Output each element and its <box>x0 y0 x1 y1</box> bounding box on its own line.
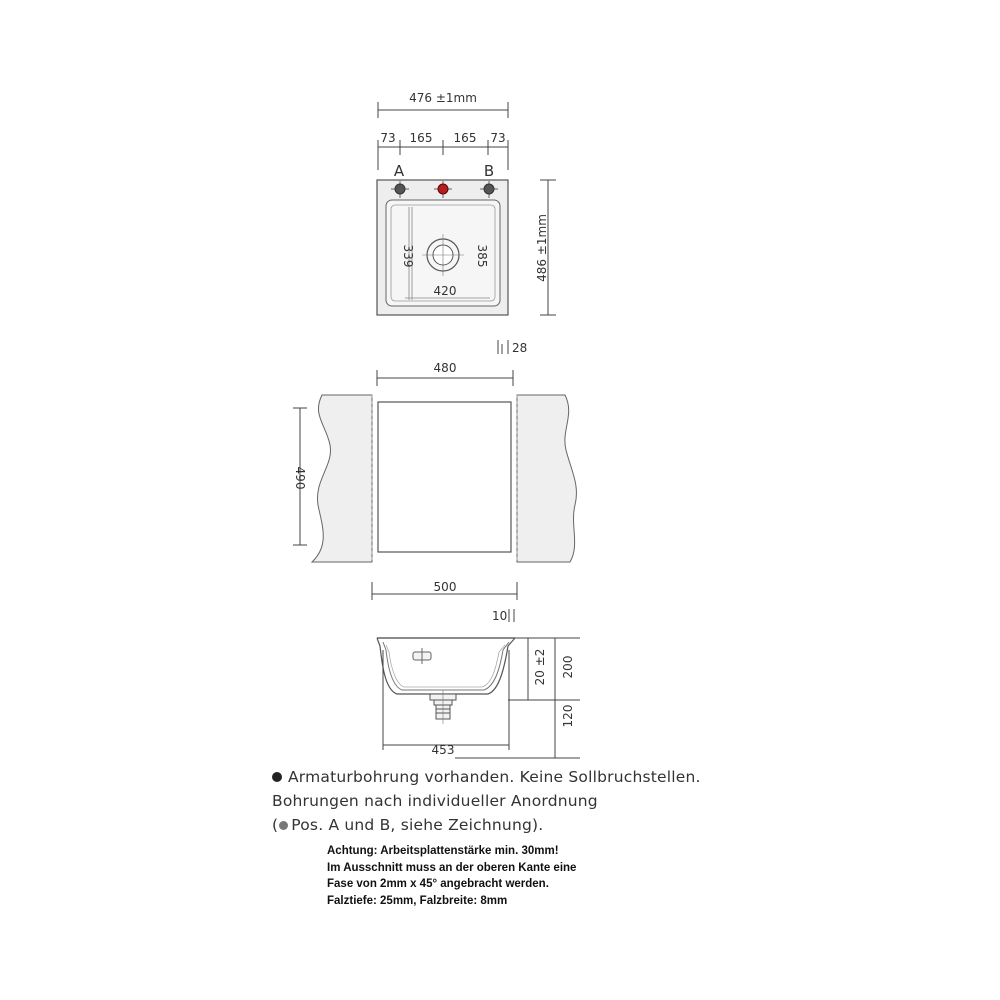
tap-hole-b-icon <box>484 184 494 194</box>
notes-block <box>272 765 832 837</box>
note-line-3 <box>272 813 832 837</box>
pos-a-label: A <box>393 162 405 180</box>
offset-label-4: 73 <box>490 131 506 145</box>
tap-hole-a-icon <box>395 184 405 194</box>
rim-tolerance-label: 20 ±2 <box>533 648 547 686</box>
warning-line-4: Falztiefe: 25mm, Falzbreite: 8mm <box>327 894 508 907</box>
note-line-3-text: Pos. A und B, siehe Zeichnung). <box>291 816 544 834</box>
warning-line-3: Fase von 2mm x 45° angebracht werden. <box>327 878 549 890</box>
bottom-width-label: 453 <box>431 743 455 757</box>
note-line-1-text: Armaturbohrung vorhanden. Keine Sollbruchstellen. <box>288 768 701 786</box>
warning-line-2: Im Ausschnitt muss an der oberen Kante eine <box>327 861 577 874</box>
worktop-left <box>312 395 372 562</box>
grey-dot-icon <box>279 821 288 830</box>
cut-width-label: 480 <box>433 361 457 375</box>
bowl-depth-label: 339 <box>401 244 415 268</box>
overall-depth-label: 486 ±1mm <box>535 214 549 282</box>
section-view-labels <box>432 609 575 757</box>
note-line-3-open: ( <box>272 816 279 834</box>
basin-outer-profile <box>377 638 515 694</box>
section-view <box>377 609 580 758</box>
offset-label-3: 165 <box>453 131 477 145</box>
note-line-2: Bohrungen nach individueller Anordnung <box>272 792 598 810</box>
warning-line-1: Achtung: Arbeitsplattenstärke min. 30mm! <box>327 845 559 857</box>
cutout-view <box>293 370 576 600</box>
depth-total-label: 200 <box>561 655 575 679</box>
offset-label-1: 73 <box>380 131 396 145</box>
cut-depth-label: 490 <box>293 466 307 490</box>
bowl-depth-right-label: 385 <box>475 244 489 268</box>
cutout-rect <box>378 402 511 552</box>
offset-label-2: 165 <box>409 131 433 145</box>
note-line-1 <box>272 765 832 789</box>
pos-b-label: B <box>483 162 495 180</box>
bullet-dot-icon <box>272 772 282 782</box>
basin-inner-profile <box>383 642 509 690</box>
drain-depth-label: 120 <box>561 704 575 728</box>
worktop-right <box>517 395 576 562</box>
warning-block <box>327 843 707 909</box>
tap-hole-center-icon <box>438 184 448 194</box>
rim-label: 10 <box>492 609 508 623</box>
outer-width-label: 500 <box>433 580 457 594</box>
overall-width-label: 476 ±1mm <box>409 91 477 105</box>
bowl-width-label: 420 <box>433 284 457 298</box>
thickness-label: 28 <box>512 341 528 355</box>
